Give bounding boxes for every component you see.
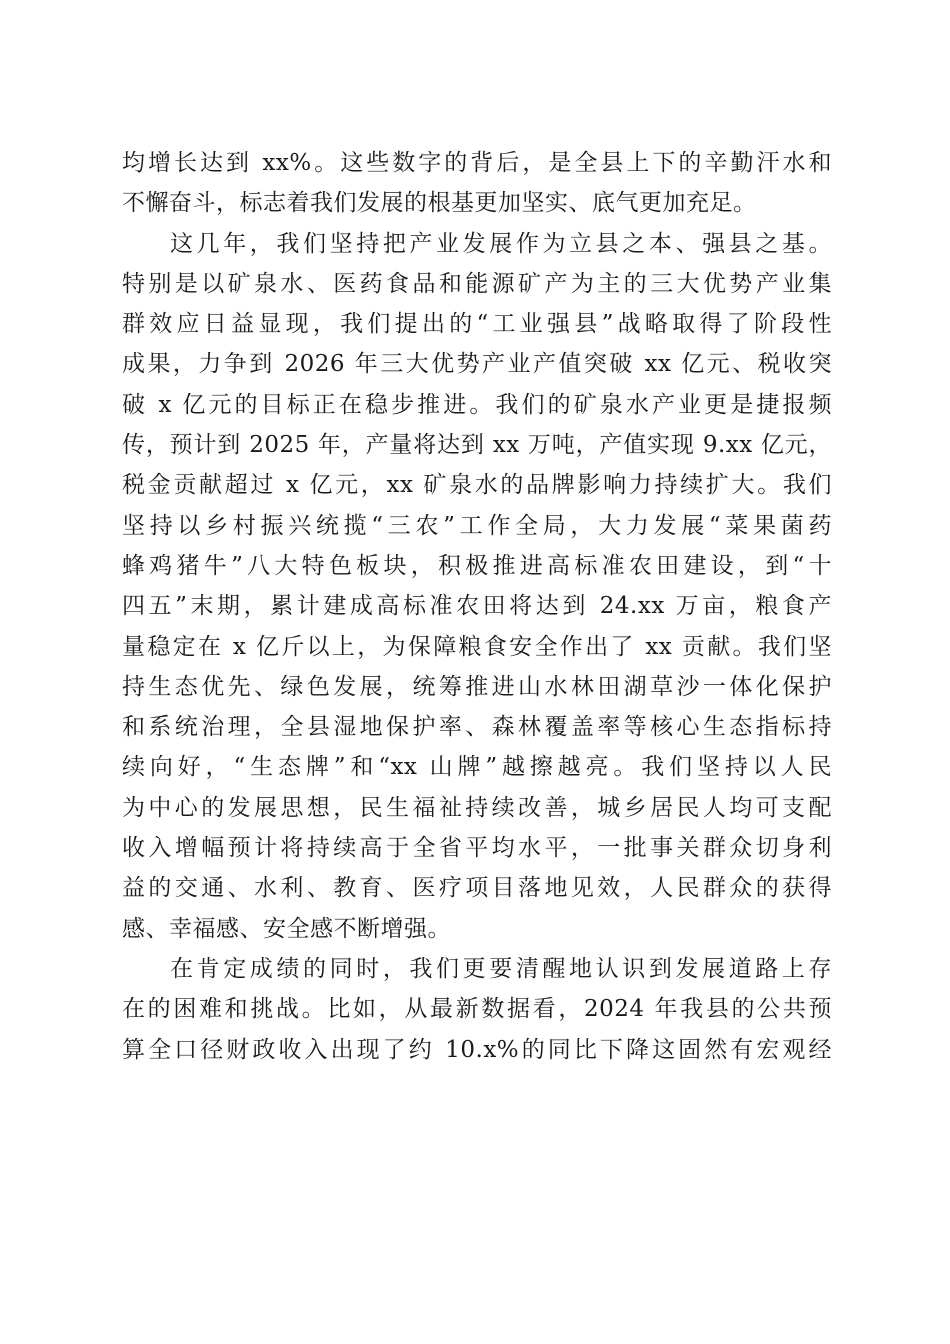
text-line: 收入增幅预计将持续高于全省平均水平，一批事关群众切身利: [122, 835, 832, 862]
text-line: 为中心的发展思想，民生福祉持续改善，城乡居民人均可支配: [122, 794, 832, 821]
text-line: 和系统治理，全县湿地保护率、森林覆盖率等核心生态指标持: [122, 714, 832, 741]
text-line: 坚持以乡村振兴统揽“三农”工作全局，大力发展“菜果菌药: [122, 512, 832, 539]
text-line: 破 x 亿元的目标正在稳步推进。我们的矿泉水产业更是捷报频: [122, 391, 832, 418]
text-line: 量稳定在 x 亿斤以上，为保障粮食安全作出了 xx 贡献。我们坚: [122, 633, 832, 660]
paragraph-first-line: 这几年，我们坚持把产业发展作为立县之本、强县之基。: [170, 230, 832, 257]
text-line: 传，预计到 2025 年，产量将达到 xx 万吨，产值实现 9.xx 亿元，: [122, 432, 832, 459]
text-line: 续向好，“生态牌”和“xx 山牌”越擦越亮。我们坚持以人民: [122, 754, 832, 781]
text-line: 均增长达到 xx%。这些数字的背后，是全县上下的辛勤汗水和: [122, 150, 832, 176]
text-line: 益的交通、水利、教育、医疗项目落地见效，人民群众的获得: [122, 875, 832, 902]
text-line: 不懈奋斗，标志着我们发展的根基更加坚实、底气更加充足。: [122, 190, 757, 217]
body-text: [122, 143, 832, 1070]
text-line: 群效应日益显现，我们提出的“工业强县”战略取得了阶段性: [122, 311, 832, 338]
text-line: 四五”末期，累计建成高标准农田将达到 24.xx 万亩，粮食产: [122, 593, 832, 620]
text-line: 特别是以矿泉水、医药食品和能源矿产为主的三大优势产业集: [122, 270, 832, 297]
text-line: 税金贡献超过 x 亿元，xx 矿泉水的品牌影响力持续扩大。我们: [122, 472, 832, 499]
text-line: 成果，力争到 2026 年三大优势产业产值突破 xx 亿元、税收突: [122, 351, 832, 378]
text-line: 感、幸福感、安全感不断增强。: [122, 915, 451, 942]
text-line: 持生态优先、绿色发展，统筹推进山水林田湖草沙一体化保护: [122, 673, 832, 700]
text-line: 算全口径财政收入出现了约 10.x%的同比下降这固然有宏观经: [122, 1036, 832, 1063]
text-line: 蜂鸡猪牛”八大特色板块，积极推进高标准农田建设，到“十: [122, 552, 832, 579]
paragraph-first-line: 在肯定成绩的同时，我们更要清醒地认识到发展道路上存: [170, 955, 832, 982]
text-line: 在的困难和挑战。比如，从最新数据看，2024 年我县的公共预: [122, 996, 832, 1023]
